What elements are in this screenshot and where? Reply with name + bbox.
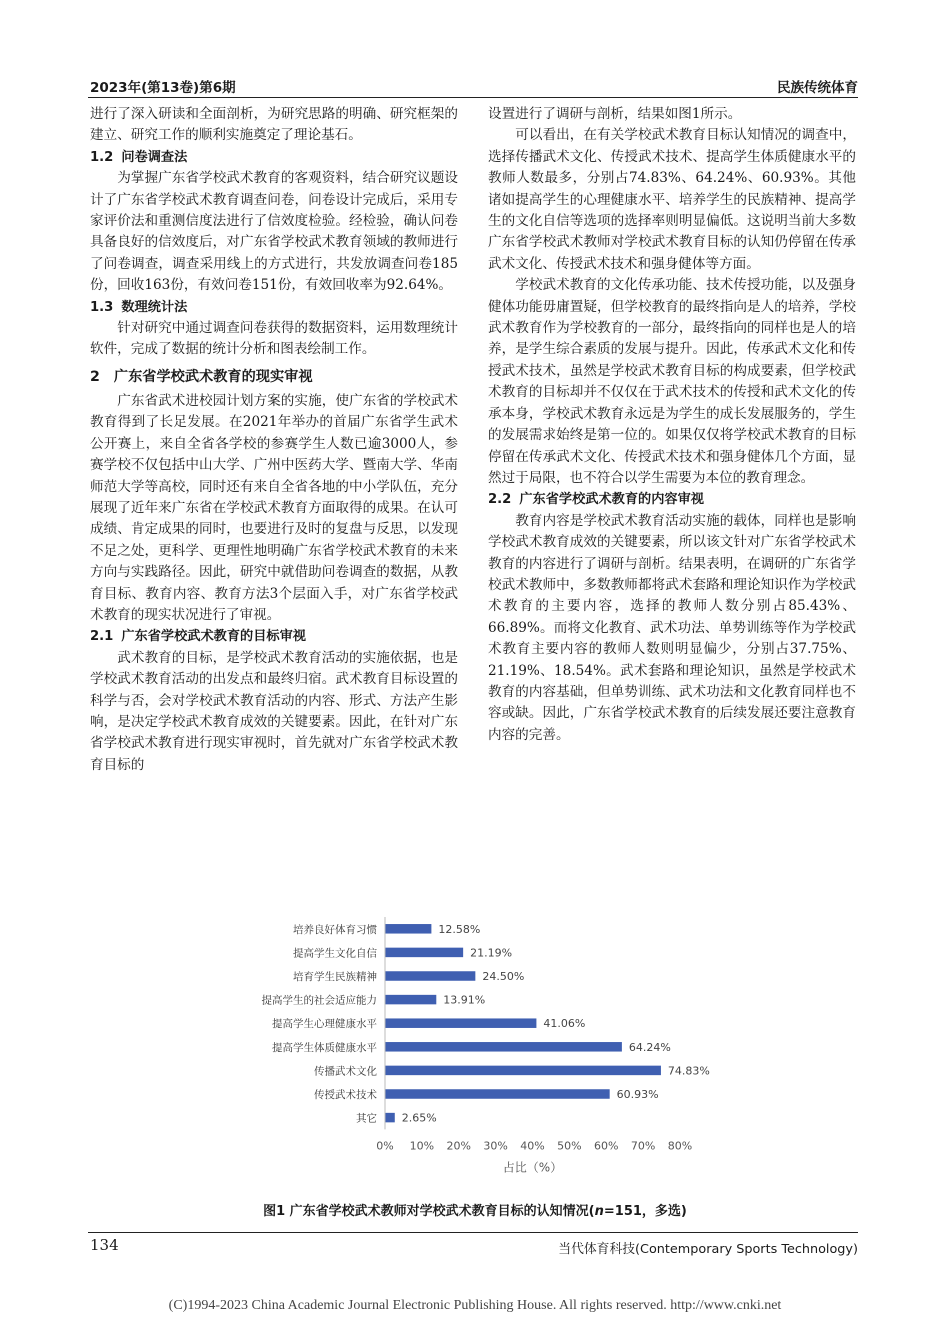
x-tick-label: 0% — [376, 1139, 394, 1153]
category-label: 传授武术技术 — [314, 1089, 377, 1101]
paragraph: 广东省武术进校园计划方案的实施，使广东省的学校武术教育得到了长足发展。在2021年举办的首届广东省学生武术公开赛上，来自全省各学校的参赛学生人数已逾3000人，参赛学校不仅包括中山大学、广州中医药大学、暨南大学、华南师范大学等高校，同时还有来自全省各地的中小学队伍，充分展现了近年来广东省在学校武术教育方面取得的成果。在认可成绩、肯定成果的同时，也要进行及时的复盘与反思，以发现不足之处，更科学、更理性地明确广东省学校武术教育的未来方向与实践路径。因此，研究中就借助问卷调查的数据，从教育目标、教育内容、教育方法3个层面入手，对广东省学校武术教育的现实状况进行了审视。 — [90, 392, 458, 623]
value-label: 60.93% — [616, 1088, 659, 1101]
x-tick-label: 20% — [446, 1139, 471, 1153]
section-heading: 2.2 广东省学校武术教育的内容审视 — [488, 492, 704, 508]
section-heading: 2.1 广东省学校武术教育的目标审视 — [90, 629, 306, 645]
category-label: 培养良好体育习惯 — [293, 923, 377, 936]
category-label: 提高学生的社会适应能力 — [261, 994, 377, 1007]
category-label: 提高学生心理健康水平 — [272, 1018, 377, 1031]
value-label: 12.58% — [438, 922, 481, 936]
paragraph: 针对研究中通过调查问卷获得的数据资料，运用数理统计软件，完成了数据的统计分析和图表绘制工作。 — [90, 320, 458, 358]
category-label: 传播武术文化 — [314, 1065, 377, 1078]
footer-rule — [88, 1232, 858, 1233]
header-rule — [88, 97, 858, 98]
x-tick-label: 50% — [557, 1139, 582, 1153]
paragraph: 学校武术教育的文化传承功能、技术传授功能，以及强身健体功能毋庸置疑，但学校教育的最终指向是人的培养，学校武术教育作为学校教育的一部分，最终指向的同样也是人的培养，是学生综合素质的发展与提升。因此，传承武术文化和传授武术技术，虽然是学校武术教育目标的构成要素，但学校武术教育的目标却并不仅仅在于武术技术的传授和武术文化的传承本身，学校武术教育永远是为学生的成长发展服务的，学生的发展需求始终是第一位的。如果仅仅将学校武术教育的目标停留在传承武术文化、传授武术技术和强身健体几个方面，显然过于局限，也不符合以学生需要为本位的教育理念。 — [488, 277, 856, 486]
journal-issue: 2023年(第13卷)第6期 — [90, 80, 236, 96]
x-axis-title: 占比（%） — [502, 1160, 563, 1175]
value-label: 2.65% — [401, 1111, 437, 1125]
page-number: 134 — [90, 1236, 119, 1254]
bar — [385, 995, 436, 1005]
bar — [385, 948, 463, 958]
section-heading: 1.2 问卷调查法 — [90, 149, 188, 165]
section-heading: 2 广东省学校武术教育的现实审视 — [90, 368, 313, 385]
value-label: 13.91% — [443, 993, 486, 1007]
value-label: 24.50% — [482, 970, 525, 983]
left-column — [90, 104, 458, 776]
x-tick-label: 10% — [409, 1139, 435, 1153]
category-label: 提高学生文化自信 — [293, 947, 377, 960]
bar — [385, 1066, 661, 1076]
paragraph: 进行了深入研读和全面剖析，为研究思路的明确、研究框架的建立、研究工作的顺利实施奠定了理论基石。 — [90, 106, 458, 144]
value-label: 41.06% — [543, 1017, 586, 1031]
copyright-notice: (C)1994-2023 China Academic Journal Electronic Publishing House. All rights reserved. http://www.cnki.net — [168, 1298, 782, 1313]
bar — [385, 1089, 610, 1099]
bar — [385, 971, 475, 981]
bar — [385, 1042, 622, 1052]
paragraph: 武术教育的目标，是学校武术教育活动的实施依据，也是学校武术教育活动的出发点和最终归宿。武术教育目标设置的科学与否，会对学校武术教育活动的内容、形式、方法产生影响，是决定学校武术教育成效的关键要素。因此，在针对广东省学校武术教育进行现实审视时，首先就对广东省学校武术教育目标的 — [90, 649, 458, 773]
paragraph: 为掌握广东省学校武术教育的客观资料，结合研究议题设计了广东省学校武术教育调查问卷，问卷设计完成后，采用专家评价法和重测信度法进行了信效度检验。经检验，确认问卷具备良好的信效度后，对广东省学校武术教育领域的教师进行了问卷调查，调查采用线上的方式进行，共发放调查问卷185份，回收163份，有效问卷151份，有效回收率为92.64%。 — [90, 170, 458, 294]
bar — [385, 1018, 536, 1027]
x-tick-label: 40% — [520, 1139, 545, 1153]
section-heading: 1.3 数理统计法 — [90, 299, 188, 315]
value-label: 21.19% — [470, 946, 513, 960]
bar — [385, 924, 431, 934]
paragraph: 教育内容是学校武术教育活动实施的载体，同样也是影响学校武术教育成效的关键要素，所以该文针对广东省学校武术教育的内容进行了调研与剖析。结果表明，在调研的广东省学校武术教师中，多数教师都将武术套路和理论知识作为学校武术教育的主要内容，选择的教师人数分别占85.43%、66.89%。而将文化教育、武术功法、单势训练等作为学校武术教育主要内容的教师人数则明显偏少，分别占37.75%、21.19%、18.54%。武术套路和理论知识，虽然是学校武术教育的内容基础，但单势训练、武术功法和文化教育同样也不容或缺。因此，广东省学校武术教育的后续发展还要注意教育内容的完善。 — [488, 512, 856, 743]
x-tick-label: 30% — [483, 1139, 508, 1153]
column-name: 民族传统体育 — [777, 80, 858, 96]
category-label: 其它 — [356, 1112, 377, 1125]
figure-caption: 图1 广东省学校武术教师对学校武术教育目标的认知情况(n=151，多选) — [263, 1204, 687, 1219]
category-label: 提高学生体质健康水平 — [272, 1041, 377, 1054]
value-label: 64.24% — [628, 1040, 671, 1054]
value-label: 74.83% — [667, 1064, 710, 1078]
right-column — [488, 104, 856, 746]
category-label: 培育学生民族精神 — [293, 971, 377, 983]
x-tick-label: 80% — [667, 1139, 693, 1153]
journal-name: 当代体育科技(Contemporary Sports Technology) — [558, 1242, 858, 1257]
bar-chart — [230, 905, 720, 1185]
bar — [385, 1113, 395, 1123]
x-tick-label: 70% — [630, 1139, 656, 1153]
paragraph: 设置进行了调研与剖析，结果如图1所示。 — [488, 106, 742, 122]
paragraph: 可以看出，在有关学校武术教育目标认知情况的调查中，选择传播武术文化、传授武术技术、提高学生体质健康水平的教师人数最多，分别占74.83%、64.24%、60.93%。其他诸如提高学生的心理健康水平、培养学生的民族精神、提高学生的文化自信等选项的选择率则明显偏低。这说明当前大多数广东省学校武术教师对学校武术教育目标的认知仍停留在传承武术文化、传授武术技术和强身健体等方面。 — [488, 127, 856, 272]
x-tick-label: 60% — [594, 1139, 619, 1153]
